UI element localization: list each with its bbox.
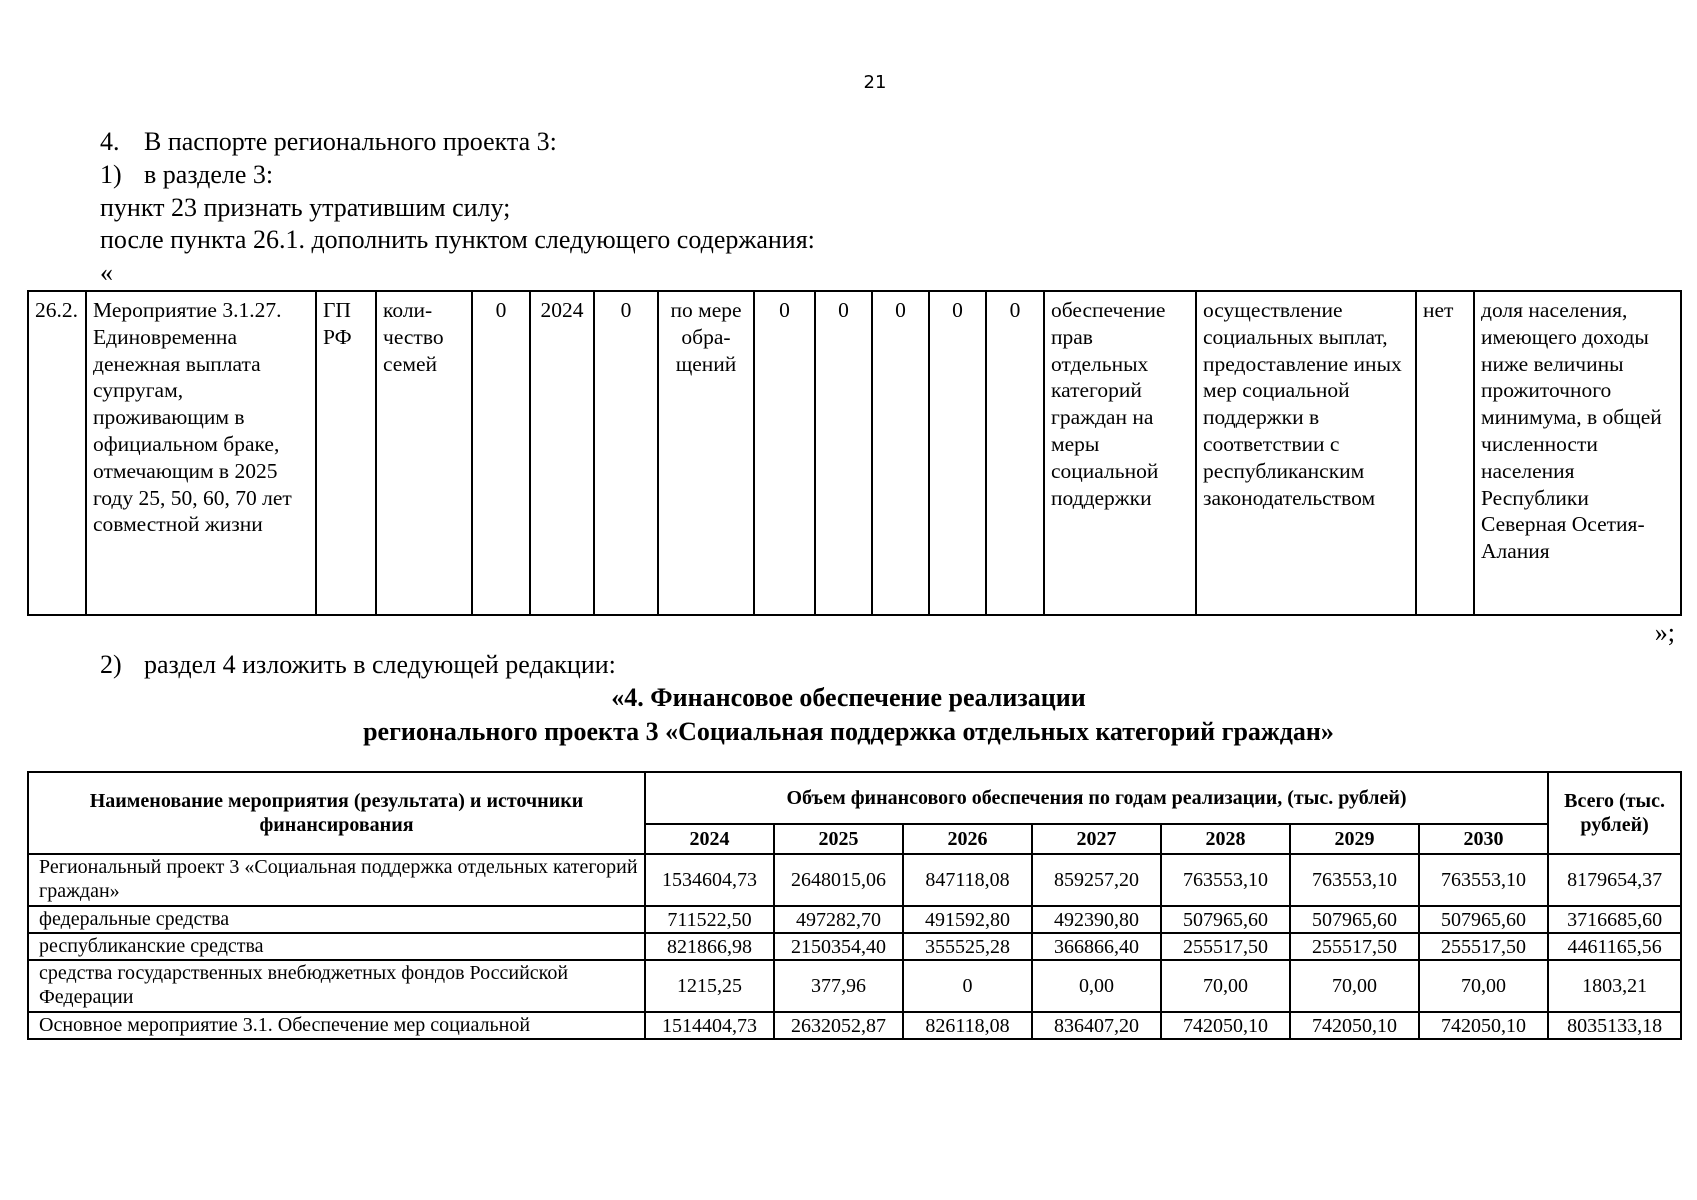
row-name: Основное мероприятие 3.1. Обеспечение мер социальной [28,1012,645,1039]
row-value: 70,00 [1161,960,1290,1012]
year-2029: 2029 [1290,824,1419,854]
row-value: 366866,40 [1032,933,1161,960]
table-row [28,854,1681,906]
year-2026: 2026 [903,824,1032,854]
row-value: 255517,50 [1419,933,1548,960]
page-number: 21 [863,72,887,93]
intro-line-1-text: В паспорте регионального проекта 3: [144,127,557,156]
row-value: 821866,98 [645,933,774,960]
row-value: 742050,10 [1290,1012,1419,1039]
item-name: Мероприятие 3.1.27. Единовременна денежная выплата супругам, проживающим в официальном браке, отмечающим в 2025 году 25, 50, 60, 70 лет совместной жизни [86,291,316,615]
item-value-4: 0 [929,291,986,615]
item-value-a: 0 [594,291,658,615]
row-value: 0 [903,960,1032,1012]
section-heading-line-1: «4. Финансовое обеспечение реализации [611,683,1086,712]
intro-line-3: пункт 23 признать утратившим силу; [100,193,511,222]
intro-line-1-number: 4. [100,127,120,156]
item-value-3: 0 [872,291,929,615]
row-value: 1514404,73 [645,1012,774,1039]
row-value: 507965,60 [1161,906,1290,933]
item-value-2: 0 [815,291,872,615]
item-2-line [100,650,616,680]
row-total: 3716685,60 [1548,906,1681,933]
header-volume: Объем финансового обеспечения по годам реализации, (тыс. рублей) [645,772,1548,824]
row-value: 491592,80 [903,906,1032,933]
row-total: 8179654,37 [1548,854,1681,906]
row-total: 4461165,56 [1548,933,1681,960]
section-heading-line-2: регионального проекта 3 «Социальная поддержка отдельных категорий граждан» [363,717,1334,746]
row-value: 355525,28 [903,933,1032,960]
item-flag: нет [1416,291,1474,615]
row-value: 507965,60 [1419,906,1548,933]
item-base-value: 0 [472,291,530,615]
open-quote: « [100,258,113,287]
table-row [28,1012,1681,1039]
item-value-1: 0 [754,291,815,615]
header-name: Наименование мероприятия (результата) и источники финансирования [28,772,645,854]
item-2-number: 2) [100,650,122,679]
row-total: 8035133,18 [1548,1012,1681,1039]
item-indicator: доля населения, имеющего доходы ниже величины прожиточного минимума, в общей численности населения Республики Северная Осетия-Алания [1474,291,1681,615]
item-period: по мере обра-щений [658,291,754,615]
item-2-text: раздел 4 изложить в следующей редакции: [144,650,616,679]
table-row [28,960,1681,1012]
item-type: ГП РФ [316,291,376,615]
row-value: 763553,10 [1290,854,1419,906]
intro-line-1 [100,127,557,157]
year-2027: 2027 [1032,824,1161,854]
year-2025: 2025 [774,824,903,854]
item-number: 26.2. [28,291,86,615]
row-value: 492390,80 [1032,906,1161,933]
year-2028: 2028 [1161,824,1290,854]
header-total: Всего (тыс. рублей) [1548,772,1681,854]
row-value: 2150354,40 [774,933,903,960]
table-row [28,906,1681,933]
row-value: 763553,10 [1161,854,1290,906]
row-value: 742050,10 [1419,1012,1548,1039]
row-value: 70,00 [1290,960,1419,1012]
row-value: 763553,10 [1419,854,1548,906]
row-name: средства государственных внебюджетных фондов Российской Федерации [28,960,645,1012]
row-value: 377,96 [774,960,903,1012]
item-description: осуществление социальных выплат, предоставление иных мер социальной поддержки в соответствии с республиканским законодательством [1196,291,1416,615]
row-value: 255517,50 [1290,933,1419,960]
row-value: 836407,20 [1032,1012,1161,1039]
row-value: 70,00 [1419,960,1548,1012]
intro-line-2-number: 1) [100,160,122,189]
project-item-row [28,291,1681,615]
item-base-year: 2024 [530,291,594,615]
row-value: 742050,10 [1161,1012,1290,1039]
intro-line-2 [100,160,273,190]
item-goal: обеспечение прав отдельных категорий граждан на меры социальной поддержки [1044,291,1196,615]
row-value: 255517,50 [1161,933,1290,960]
item-value-5: 0 [986,291,1044,615]
row-value: 2648015,06 [774,854,903,906]
year-2030: 2030 [1419,824,1548,854]
finance-header-row-1 [28,772,1681,824]
row-total: 1803,21 [1548,960,1681,1012]
row-value: 0,00 [1032,960,1161,1012]
intro-line-2-text: в разделе 3: [144,160,274,189]
finance-table [27,771,1682,1040]
item-unit: коли-чество семей [376,291,472,615]
row-value: 2632052,87 [774,1012,903,1039]
intro-line-4: после пункта 26.1. дополнить пунктом следующего содержания: [100,225,815,254]
project-item-table [27,290,1682,616]
row-name: республиканские средства [28,933,645,960]
row-name: Региональный проект 3 «Социальная поддержка отдельных категорий граждан» [28,854,645,906]
row-value: 1215,25 [645,960,774,1012]
row-value: 859257,20 [1032,854,1161,906]
row-value: 847118,08 [903,854,1032,906]
row-name: федеральные средства [28,906,645,933]
closing-quote: »; [1654,618,1675,647]
table-row [28,933,1681,960]
row-value: 507965,60 [1290,906,1419,933]
row-value: 1534604,73 [645,854,774,906]
year-2024: 2024 [645,824,774,854]
row-value: 497282,70 [774,906,903,933]
row-value: 826118,08 [903,1012,1032,1039]
row-value: 711522,50 [645,906,774,933]
